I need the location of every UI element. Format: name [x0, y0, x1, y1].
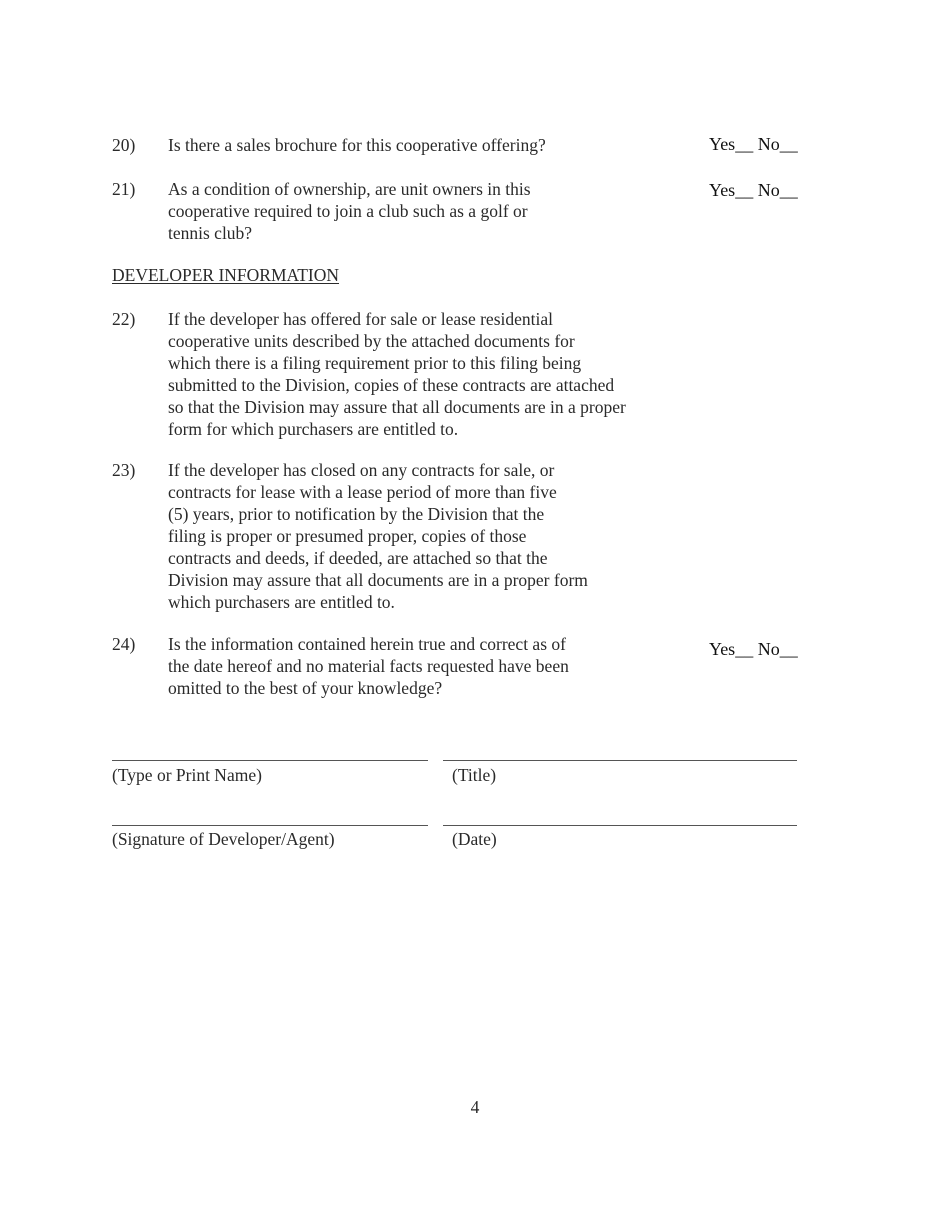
question-21-number: 21): [112, 179, 136, 199]
page-number: 4: [470, 1097, 480, 1117]
section-heading-developer-information: DEVELOPER INFORMATION: [112, 265, 340, 285]
title-line[interactable]: [443, 760, 797, 761]
signature-line[interactable]: [112, 825, 428, 826]
question-21-yes-no[interactable]: Yes__ No__: [709, 180, 798, 200]
question-20-yes-no[interactable]: Yes__ No__: [709, 134, 798, 154]
question-22-text: If the developer has offered for sale or lease residential cooperative units described by the attached documents for which there is a filing requirement prior to this filing being submitted to the Division, copies of these contracts are attached so that the Division may assure that all documents are in a proper form for which purchasers are entitled to.: [168, 309, 626, 439]
question-20-text: Is there a sales brochure for this cooperative offering?: [168, 135, 546, 155]
print-name-label: (Type or Print Name): [112, 765, 262, 785]
question-23-number: 23): [112, 460, 136, 480]
date-line[interactable]: [443, 825, 797, 826]
question-23-text: If the developer has closed on any contracts for sale, or contracts for lease with a lease period of more than five (5) years, prior to notification by the Division that the filing is proper or presumed proper, copies of those contracts and deeds, if deeded, are attached so that the Division may assure that all documents are in a proper form which purchasers are entitled to.: [168, 460, 588, 612]
date-label: (Date): [452, 829, 497, 849]
signature-label: (Signature of Developer/Agent): [112, 829, 335, 849]
question-20-number: 20): [112, 135, 136, 155]
question-24-yes-no[interactable]: Yes__ No__: [709, 639, 798, 659]
question-24-number: 24): [112, 634, 136, 654]
print-name-line[interactable]: [112, 760, 428, 761]
question-21-text: As a condition of ownership, are unit owners in this cooperative required to join a club such as a golf or tennis club?: [168, 179, 531, 243]
question-22-number: 22): [112, 309, 136, 329]
question-24-text: Is the information contained herein true and correct as of the date hereof and no material facts requested have been omitted to the best of your knowledge?: [168, 634, 569, 698]
title-label: (Title): [452, 765, 497, 785]
